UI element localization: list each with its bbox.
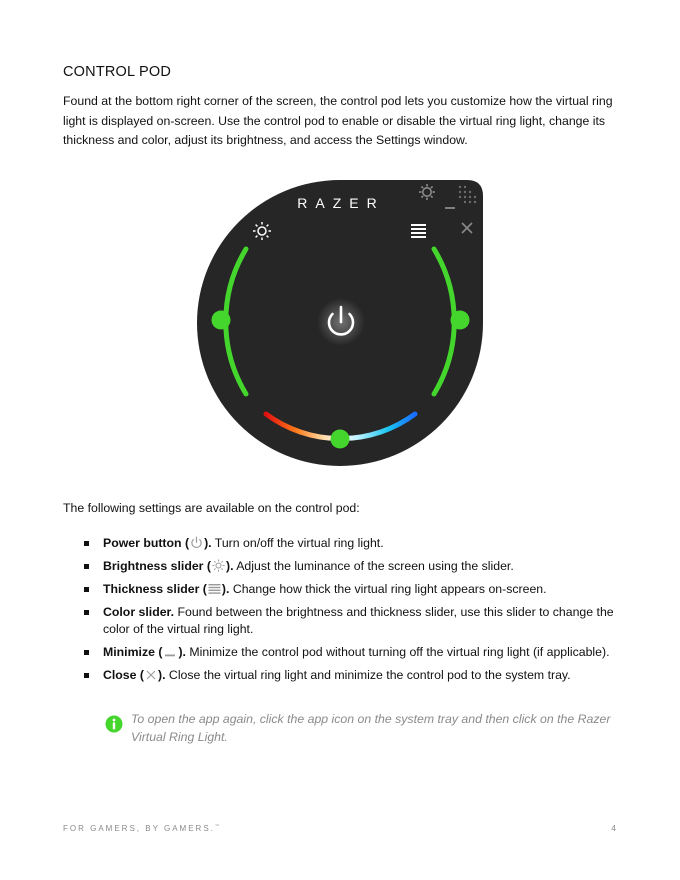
control-pod-illustration: [181, 166, 499, 484]
list-item-brightness: Brightness slider ( ). Adjust the luminance of the screen using the slider.: [84, 558, 629, 575]
intro-paragraph: Found at the bottom right corner of the screen, the control pod lets you customize how the virtual ring light is displayed on-screen. Use the control pod to enable or disable the virtual ring light, change its thickness and color, adjust its brightness, and access the Settings window.: [63, 94, 613, 147]
color-slider-handle: [331, 430, 350, 449]
settings-list: [84, 535, 629, 690]
note-text: To open the app again, click the app icon on the system tray and then click on the Razer Virtual Ring Light.: [131, 712, 611, 744]
minimize-icon: [163, 645, 177, 658]
thickness-icon: [208, 582, 221, 595]
footer-tagline: FOR GAMERS, BY GAMERS.™: [63, 823, 219, 833]
razer-logo: RAZER: [297, 195, 385, 211]
power-button[interactable]: [317, 298, 365, 346]
list-item-close: Close ( ). Close the virtual ring light and minimize the control pod to the system tray.: [84, 667, 629, 684]
settings-intro: The following settings are available on the control pod:: [63, 501, 360, 515]
power-icon: [190, 536, 203, 549]
info-icon: [105, 715, 123, 733]
brightness-icon: [212, 559, 225, 572]
list-item-thickness: Thickness slider ( ). Change how thick the virtual ring light appears on-screen.: [84, 581, 629, 598]
list-item-minimize: Minimize ( ). Minimize the control pod without turning off the virtual ring light (if applicable).: [84, 644, 629, 661]
close-icon: [145, 669, 157, 681]
info-note: [105, 710, 625, 746]
list-item-power: Power button ( ). Turn on/off the virtual ring light.: [84, 535, 629, 552]
brightness-slider-handle: [212, 311, 231, 330]
thickness-slider-handle: [451, 311, 470, 330]
section-heading: CONTROL POD: [63, 64, 172, 80]
list-item-color: Color slider. Found between the brightness and thickness slider, use this slider to change the color of the virtual ring light.: [84, 604, 629, 638]
page-number: 4: [611, 823, 616, 833]
trademark-symbol: ™: [214, 823, 219, 828]
